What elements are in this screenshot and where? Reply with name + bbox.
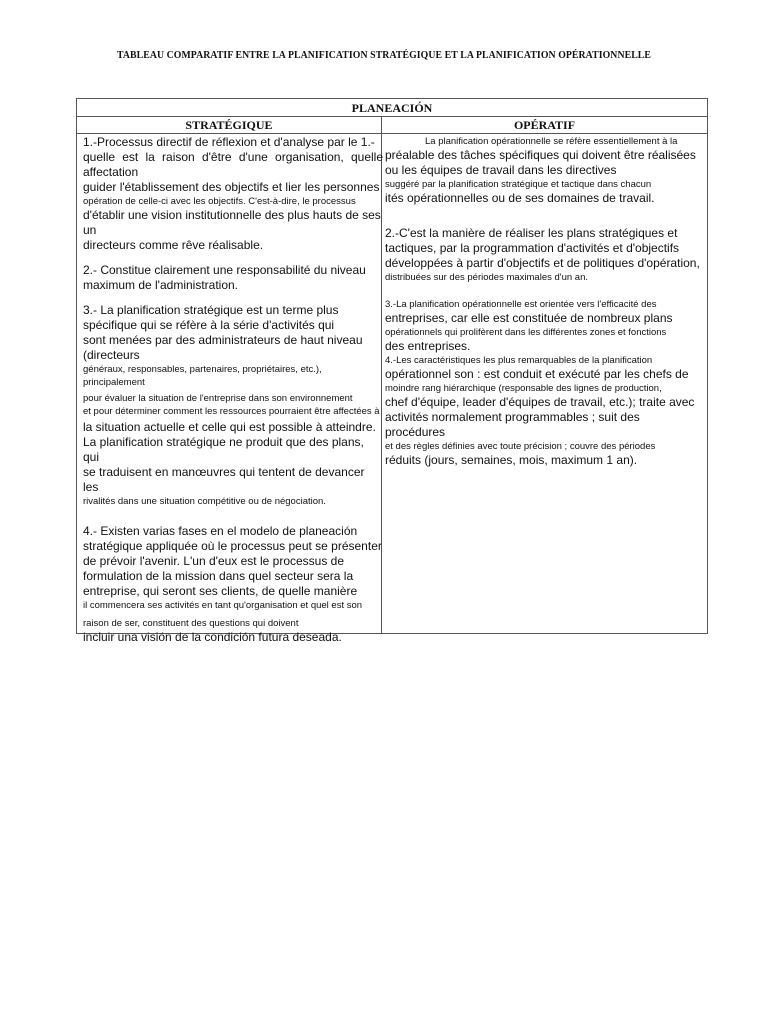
text-line: pour évaluer la situation de l'entreprise dans son environnement	[83, 393, 353, 404]
text-line: stratégique appliquée où le processus peut se présenter	[83, 539, 382, 553]
text-line	[83, 253, 383, 263]
text-line: réduits (jours, semaines, mois, maximum 1 an).	[385, 453, 638, 467]
text-line: 3.- La planification stratégique est un terme plus	[83, 303, 339, 317]
operatif-cell	[385, 135, 701, 468]
text-line: directeurs comme rêve réalisable.	[83, 238, 264, 252]
text-line: 1.-Processus directif de réflexion et d'analyse par le 1.-	[83, 135, 375, 149]
text-line: développées à partir d'objectifs et de politiques d'opération,	[385, 256, 700, 270]
text-line	[385, 284, 701, 298]
text-line: généraux, responsables, partenaires, propriétaires, etc.), principalement	[83, 364, 322, 388]
text-line: opérationnel son : est conduit et exécuté par les chefs de	[385, 367, 689, 381]
text-line: activités normalement programmables ; suit des procédures	[385, 410, 640, 439]
text-line: 2.-C'est la manière de réaliser les plans stratégiques et	[385, 226, 678, 240]
text-line: maximum de l'administration.	[83, 278, 239, 292]
text-line: incluir una visión de la condición futura deseada.	[83, 630, 342, 644]
text-line: et pour déterminer comment les ressources pourraient être affectées à	[83, 406, 380, 417]
text-line	[83, 508, 383, 524]
strategique-cell	[83, 135, 383, 645]
text-line: spécifique qui se réfère à la série d'activités qui	[83, 318, 335, 332]
text-line: formulation de la mission dans quel secteur sera la	[83, 569, 354, 583]
text-line: entreprise, qui seront ses clients, de quelle manière	[83, 584, 358, 598]
column-header-operatif: OPÉRATIF	[382, 117, 707, 134]
text-line: 2.- Constitue clairement une responsabilité du niveau	[83, 263, 366, 277]
text-line: la situation actuelle et celle qui est possible à atteindre.	[83, 420, 376, 434]
text-line: quelle est la raison d'être d'une organisation, quelle affectation	[83, 150, 383, 179]
text-line: 4.- Existen varias fases en el modelo de planeación	[83, 524, 358, 538]
comparison-table	[76, 98, 708, 644]
text-line: 3.-La planification opérationnelle est orientée vers l'efficacité des	[385, 299, 657, 310]
text-line: suggéré par la planification stratégique et tactique dans chacun	[385, 179, 652, 190]
text-line: des entreprises.	[385, 339, 471, 353]
text-line: il commencera ses activités en tant qu'organisation et quel est son	[83, 600, 363, 611]
text-line: entreprises, car elle est constituée de nombreux plans	[385, 311, 673, 325]
table-header-planeacion: PLANEACIÓN	[77, 99, 707, 117]
text-line	[83, 293, 383, 303]
text-line: distribuées sur des périodes maximales d'un an.	[385, 272, 589, 283]
text-line: La planification opérationnelle se réfère essentiellement à la	[425, 136, 678, 147]
text-line: d'établir une vision institutionnelle des plus hauts de ses un	[83, 208, 381, 237]
text-line: La planification stratégique ne produit que des plans, qui	[83, 435, 364, 464]
text-line: moindre rang hiérarchique (responsable des lignes de production,	[385, 383, 662, 394]
text-line: chef d'équipe, leader d'équipes de travail, etc.); traite avec	[385, 395, 695, 409]
text-line: opération de celle-ci avec les objectifs. C'est-à-dire, le processus	[83, 196, 356, 207]
text-line: rivalités dans une situation compétitive ou de négociation.	[83, 496, 326, 507]
text-line: ou les équipes de travail dans les directives	[385, 163, 617, 177]
text-line: se traduisent en manœuvres qui tentent de devancer les	[83, 465, 365, 494]
text-line: sont menées par des administrateurs de haut niveau (directeurs	[83, 333, 363, 362]
text-line: tactiques, par la programmation d'activités et d'objectifs	[385, 241, 680, 255]
text-line	[385, 206, 701, 226]
document-title: TABLEAU COMPARATIF ENTRE LA PLANIFICATION STRATÉGIQUE ET LA PLANIFICATION OPÉRATIONNELLE	[116, 50, 652, 61]
column-header-strategique: STRATÉGIQUE	[77, 117, 382, 134]
text-line: opérationnels qui prolifèrent dans les différentes zones et fonctions	[385, 327, 667, 338]
text-line: préalable des tâches spécifiques qui doivent être réalisées	[385, 148, 696, 162]
text-line: ités opérationnelles ou de ses domaines de travail.	[385, 191, 655, 205]
text-line: de prévoir l'avenir. L'un d'eux est le processus de	[83, 554, 345, 568]
text-line: et des règles définies avec toute précision ; couvre des périodes	[385, 441, 656, 452]
text-line: 4.-Les caractéristiques les plus remarquables de la planification	[385, 355, 653, 366]
text-line: guider l'établissement des objectifs et lier les personnes	[83, 180, 380, 194]
text-line: raison de ser, constituent des questions qui doivent	[83, 618, 299, 629]
